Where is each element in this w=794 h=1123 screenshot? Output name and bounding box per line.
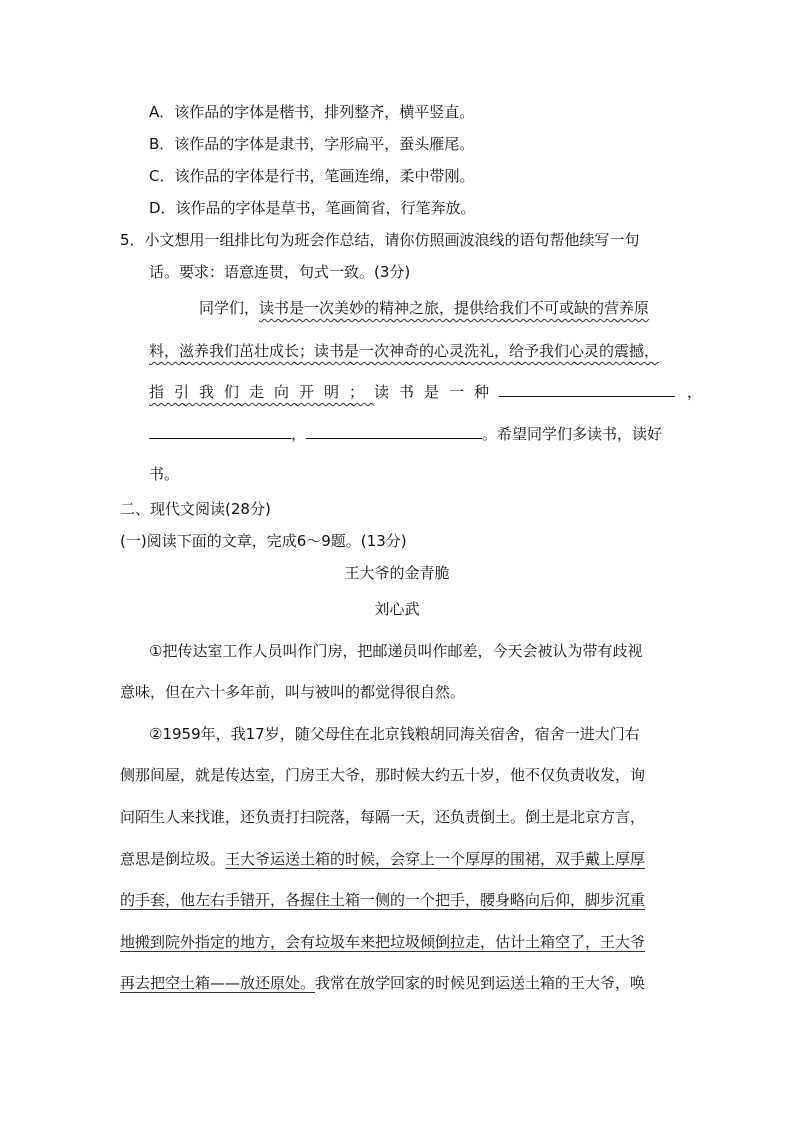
q4-option-c: C．该作品的字体是行书，笔画连绵，柔中带刚。 [149, 167, 475, 185]
q5-example-intro: 同学们， [199, 299, 260, 317]
underlined-passage: 王大爷运送土箱的时候，会穿上一个厚厚的围裙，双手戴上厚厚 [225, 850, 646, 868]
paragraph-1-line1: ①把传达室工作人员叫作门房，把邮递员叫作邮差，今天会被认为带有歧视 [149, 642, 643, 660]
q4-option-d: D．该作品的字体是草书，笔画简省，行笔奔放。 [149, 199, 476, 217]
answer-blank-3[interactable] [306, 423, 482, 439]
answer-blank-1[interactable] [499, 381, 675, 397]
paragraph-2-line5 [120, 889, 645, 910]
paragraph-2-line7-text: 我常在放学回家的时候见到运送土箱的王大爷，唤 [315, 974, 646, 992]
paragraph-2-line4 [120, 848, 645, 869]
q5-example-line2 [149, 340, 659, 361]
q4-option-b: B．该作品的字体是隶书，字形扁平，蚕头雁尾。 [149, 135, 475, 153]
section-heading: 二、现代文阅读(28分) [120, 500, 271, 518]
q5-prompt-line2: 话。要求：语意连贯，句式一致。(3分) [149, 263, 411, 281]
section-subheading: (一)阅读下面的文章，完成6～9题。(13分) [120, 532, 407, 550]
article-author: 刘心武 [374, 600, 420, 618]
q5-answer-line5: 书。 [149, 465, 180, 483]
paragraph-2-line1: ②1959年，我17岁，随父母住在北京钱粮胡同海关宿舍，宿舍一进大门右 [149, 725, 640, 743]
q5-answer-lead: 读书是一种 [374, 383, 500, 401]
wavy-example-sentence: 读书是一次美妙的精神之旅，提供给我们不可或缺的营养原 [259, 299, 650, 317]
q5-prompt-line1: 5．小文想用一组排比句为班会作总结，请你仿照画波浪线的语句帮他续写一句 [120, 231, 640, 249]
q5-answer-line4 [149, 423, 662, 444]
underlined-passage-cont-2: 地搬到院外指定的地方，会有垃圾车来把垃圾倾倒拉走，估计土箱空了，王大爷 [120, 933, 646, 951]
underlined-passage-cont-1: 的手套，他左右手错开，各握住土箱一侧的一个把手，腰身略向后仰，脚步沉重 [120, 891, 646, 909]
q5-comma-1: ， [687, 383, 703, 401]
wavy-example-sentence-end: 指引我们走向开明； [149, 383, 375, 401]
paragraph-2-line3: 问陌生人来找谁，还负责打扫院落，每隔一天，还负责倒土。倒土是北京方言， [120, 808, 646, 826]
paragraph-2-line4-text: 意思是倒垃圾。 [120, 850, 226, 868]
q5-example-line1 [199, 297, 649, 318]
paragraph-2-line2: 侧那间屋，就是传达室，门房王大爷，那时候大约五十岁，他不仅负责收发，询 [120, 766, 646, 784]
q5-closing: 。希望同学们多读书，读好 [482, 425, 663, 443]
wavy-example-sentence-cont: 料，滋养我们茁壮成长；读书是一次神奇的心灵洗礼，给予我们心灵的震撼， [149, 342, 660, 360]
underlined-passage-end: 再去把空土箱——放还原处。 [120, 974, 316, 992]
paragraph-2-line6 [120, 931, 645, 952]
q5-example-line3 [149, 381, 702, 402]
paragraph-2-line7 [120, 972, 645, 993]
paragraph-1-line2: 意味，但在六十多年前，叫与被叫的都觉得很自然。 [120, 683, 466, 701]
answer-blank-2[interactable] [149, 423, 291, 439]
q5-comma-2: ， [291, 425, 307, 443]
q4-option-a: A．该作品的字体是楷书，排列整齐，横平竖直。 [149, 103, 475, 121]
article-title: 王大爷的金青脆 [344, 564, 450, 582]
